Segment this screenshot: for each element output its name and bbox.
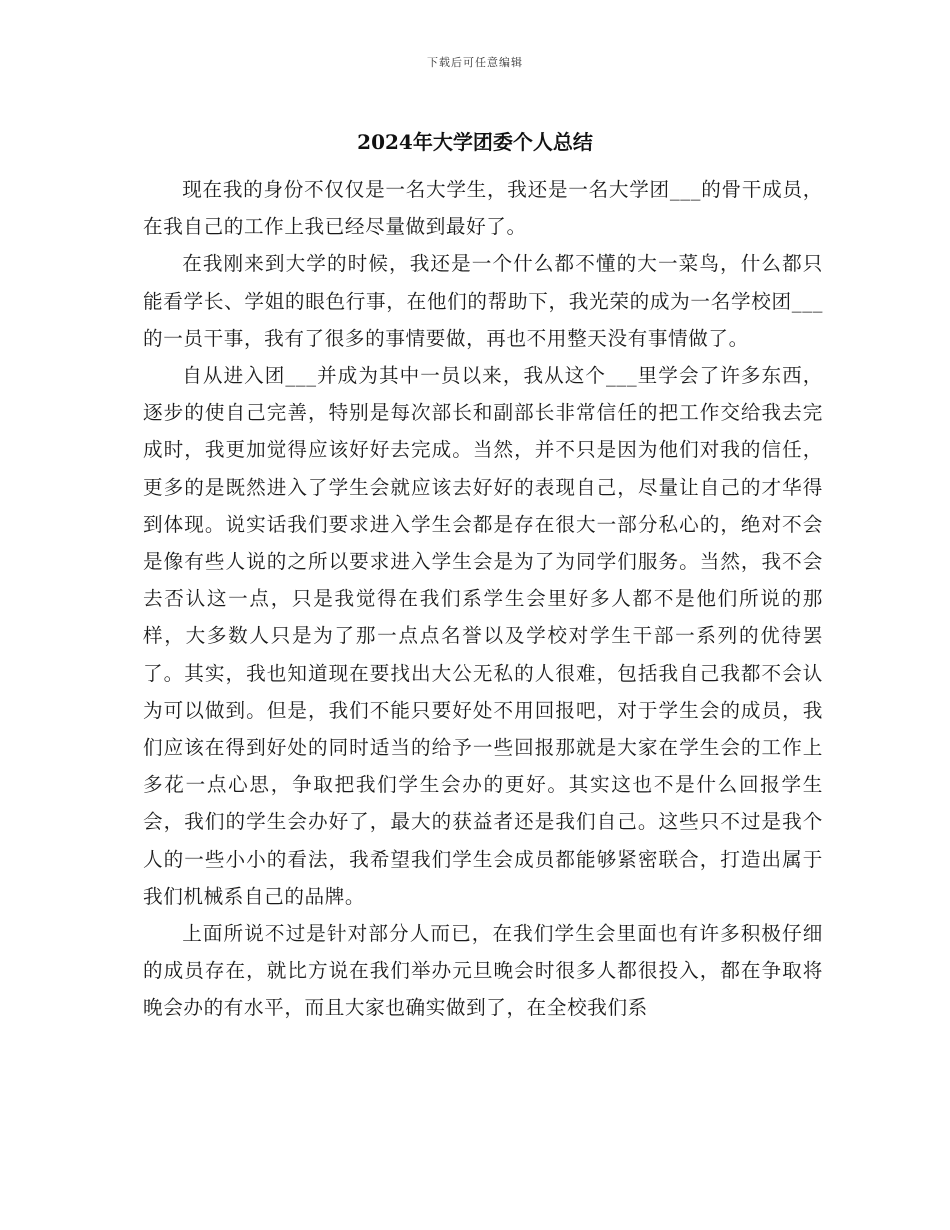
paragraph-1: 现在我的身份不仅仅是一名大学生，我还是一名大学团___的骨干成员，在我自己的工作上我已经尽量做到最好了。 <box>143 178 823 239</box>
document-body <box>143 171 823 1027</box>
page-header: 下载后可任意编辑 <box>427 56 523 69</box>
paragraph-4: 上面所说不过是针对部分人而已，在我们学生会里面也有许多积极仔细的成员存在，就比方说在我们举办元旦晚会时很多人都很投入，都在争取将晚会办的有水平，而且大家也确实做到了，在全校我们系 <box>143 922 823 1020</box>
paragraph-2: 在我刚来到大学的时候，我还是一个什么都不懂的大一菜鸟，什么都只能看学长、学姐的眼色行事，在他们的帮助下，我光荣的成为一名学校团___的一员干事，我有了很多的事情要做，再也不用整天没有事情做了。 <box>143 252 823 350</box>
document-title: 2024年大学团委个人总结 <box>357 130 593 154</box>
paragraph-3: 自从进入团___并成为其中一员以来，我从这个___里学会了许多东西，逐步的使自己完善，特别是每次部长和副部长非常信任的把工作交给我去完成时，我更加觉得应该好好去完成。当然，并不只是因为他们对我的信任，更多的是既然进入了学生会就应该去好好的表现自己，尽量让自己的才华得到体现。说实话我们要求进入学生会都是存在很大一部分私心的，绝对不会是像有些人说的之所以要求进入学生会是为了为同学们服务。当然，我不会去否认这一点，只是我觉得在我们系学生会里好多人都不是他们所说的那样，大多数人只是为了那一点点名誉以及学校对学生干部一系列的优待罢了。其实，我也知道现在要找出大公无私的人很难，包括我自己我都不会认为可以做到。但是，我们不能只要好处不用回报吧，对于学生会的成员，我们应该在得到好处的同时适当的给予一些回报那就是大家在学生会的工作上多花一点心思，争取把我们学生会办的更好。其实这也不是什么回报学生会，我们的学生会办好了，最大的获益者还是我们自己。这些只不过是我个人的一些小小的看法，我希望我们学生会成员都能够紧密联合，打造出属于我们机械系自己的品牌。 <box>143 364 823 908</box>
